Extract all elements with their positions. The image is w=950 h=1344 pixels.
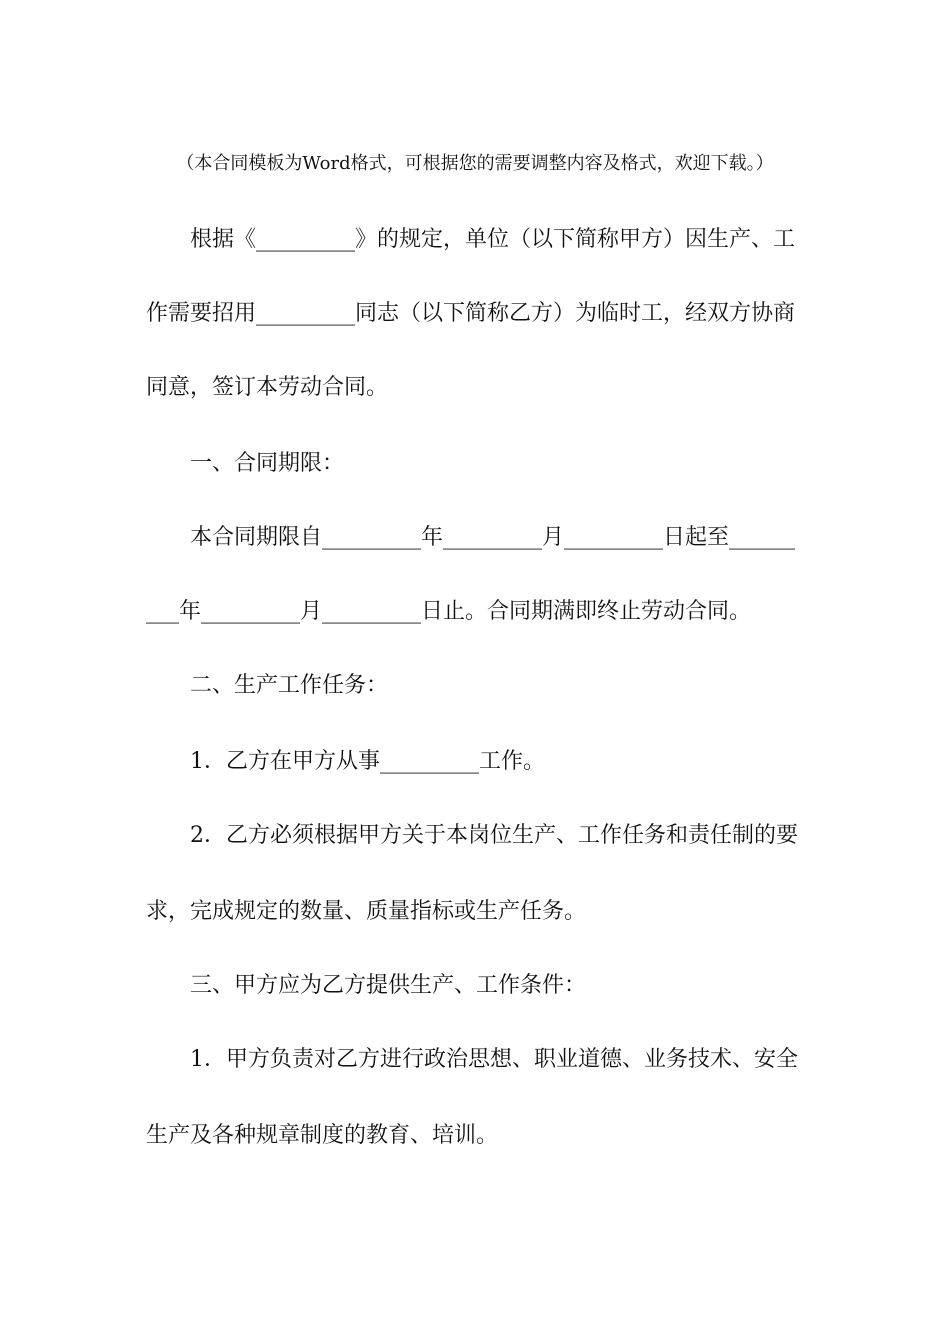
section-heading-term: 一、合同期限： — [190, 451, 345, 476]
term-line-1: 本合同期限自_________年_________月_________日起至______ — [190, 525, 796, 550]
conditions-item-1-line-1: 1．甲方负责对乙方进行政治思想、职业道德、业务技术、安全 — [190, 1047, 798, 1072]
section-heading-conditions: 三、甲方应为乙方提供生产、工作条件： — [190, 973, 587, 998]
tasks-item-2-line-1: 2．乙方必须根据甲方关于本岗位生产、工作任务和责任制的要 — [190, 823, 798, 848]
term-line-2: ___年_________月_________日止。合同期满即终止劳动合同。 — [146, 599, 752, 624]
intro-line-2: 作需要招用_________同志（以下简称乙方）为临时工，经双方协商 — [146, 301, 796, 326]
conditions-item-1-line-2: 生产及各种规章制度的教育、培训。 — [146, 1123, 499, 1148]
intro-line-3: 同意，签订本劳动合同。 — [146, 375, 389, 400]
tasks-item-1: 1．乙方在甲方从事_________工作。 — [190, 749, 545, 774]
tasks-item-2-line-2: 求，完成规定的数量、质量指标或生产任务。 — [146, 899, 587, 924]
intro-line-1: 根据《_________》的规定，单位（以下简称甲方）因生产、工 — [190, 227, 796, 252]
template-note: （本合同模板为Word格式，可根据您的需要调整内容及格式，欢迎下载。） — [176, 153, 774, 174]
section-heading-tasks: 二、生产工作任务： — [190, 673, 389, 698]
